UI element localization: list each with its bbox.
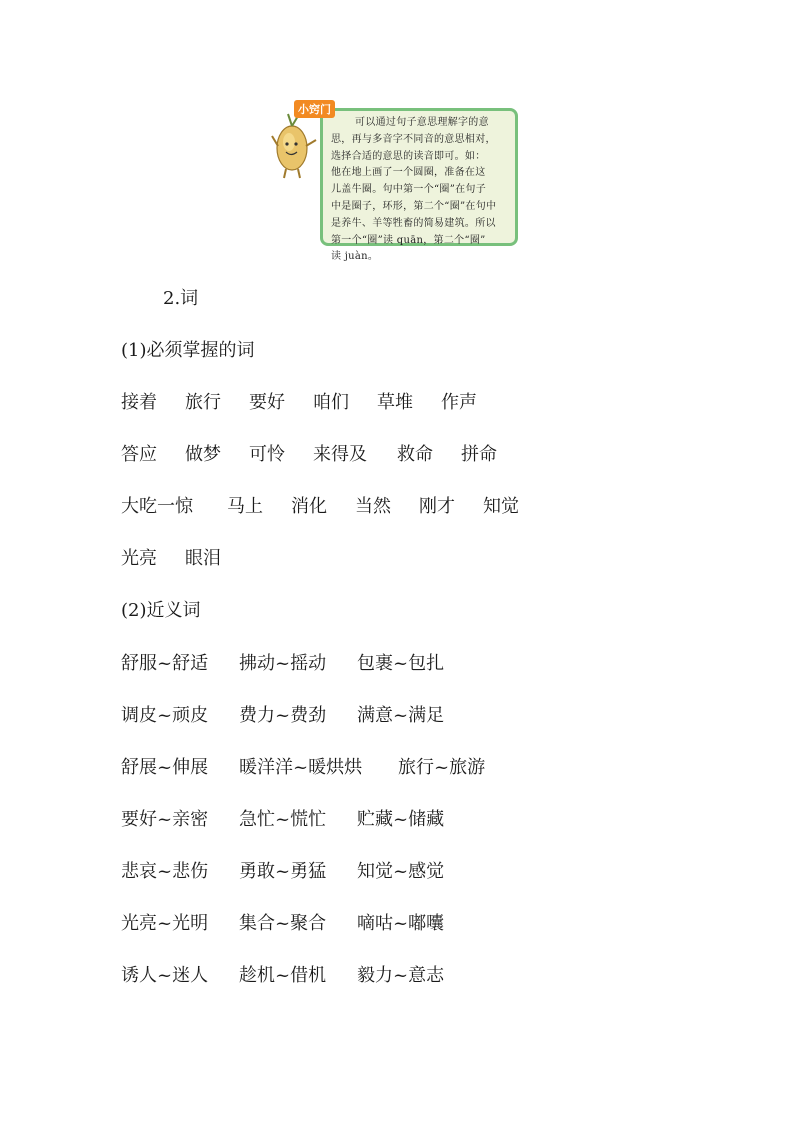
synonym-pair: 诱人~迷人	[121, 965, 209, 986]
synonym-pair: 费力~费劲	[239, 705, 327, 726]
synonyms-heading: (2)近义词	[121, 600, 201, 621]
word: 旅行	[185, 392, 221, 413]
tip-line: 读 juàn。	[331, 251, 379, 263]
mascot-icon	[268, 108, 322, 180]
tip-box	[320, 108, 518, 263]
synonym-pair: 要好~亲密	[121, 809, 209, 830]
word: 救命	[397, 444, 433, 465]
tip-line: 选择合适的意思的读音即可。如：	[331, 150, 486, 162]
synonym-pair: 悲哀~悲伤	[121, 861, 209, 882]
word: 要好	[249, 392, 285, 413]
must-master-heading: (1)必须掌握的词	[121, 340, 255, 361]
tip-line: 是养牛、羊等牲畜的简易建筑。所以	[331, 217, 496, 229]
tip-badge: 小窍门	[294, 100, 335, 118]
tip-line: 他在地上画了一个圆圈，准备在这	[331, 167, 486, 179]
word: 知觉	[483, 496, 519, 517]
synonym-pair: 毅力~意志	[357, 965, 445, 986]
synonym-pair: 急忙~慌忙	[239, 809, 327, 830]
word: 大吃一惊	[121, 496, 193, 517]
word: 来得及	[313, 444, 367, 465]
synonym-pair: 调皮~顽皮	[121, 705, 209, 726]
synonym-pair: 光亮~光明	[121, 913, 209, 934]
synonym-pair: 暖洋洋~暖烘烘	[239, 757, 363, 778]
synonym-pair: 知觉~感觉	[357, 861, 445, 882]
synonym-pair: 贮藏~储藏	[357, 809, 445, 830]
word: 草堆	[377, 392, 413, 413]
synonym-pair: 趁机~借机	[239, 965, 327, 986]
synonym-pair: 舒服~舒适	[121, 653, 209, 674]
tip-text	[331, 115, 513, 266]
word: 当然	[355, 496, 391, 517]
synonym-pair: 嘀咕~嘟囔	[357, 913, 445, 934]
word: 作声	[441, 392, 477, 413]
word: 拼命	[461, 444, 497, 465]
word: 答应	[121, 444, 157, 465]
word: 可怜	[249, 444, 285, 465]
tip-figure	[268, 100, 526, 263]
tip-line: 中是圈子，环形，第二个“圈”在句中	[331, 200, 497, 212]
word: 接着	[121, 392, 157, 413]
tip-line: 思，再与多音字不同音的意思相对，	[331, 133, 496, 145]
synonym-pair: 拂动~摇动	[239, 653, 327, 674]
synonym-pair: 集合~聚合	[239, 913, 327, 934]
word: 消化	[291, 496, 327, 517]
tip-line: 第一个“圈”读 quān，第二个“圈”	[331, 234, 486, 246]
tip-line: 儿盖牛圈。句中第一个“圈”在句子	[331, 184, 487, 196]
word: 咱们	[313, 392, 349, 413]
synonym-pair: 舒展~伸展	[121, 757, 209, 778]
word: 做梦	[185, 444, 221, 465]
tip-line: 可以通过句子意思理解字的意	[355, 117, 489, 128]
synonym-pair: 满意~满足	[357, 705, 445, 726]
word: 刚才	[419, 496, 455, 517]
word: 光亮	[121, 548, 157, 569]
section-heading: 2.词	[163, 288, 199, 309]
word: 马上	[227, 496, 263, 517]
synonym-pair: 包裹~包扎	[357, 653, 445, 674]
word: 眼泪	[185, 548, 221, 569]
synonym-pair: 勇敢~勇猛	[239, 861, 327, 882]
synonym-pair: 旅行~旅游	[398, 757, 486, 778]
